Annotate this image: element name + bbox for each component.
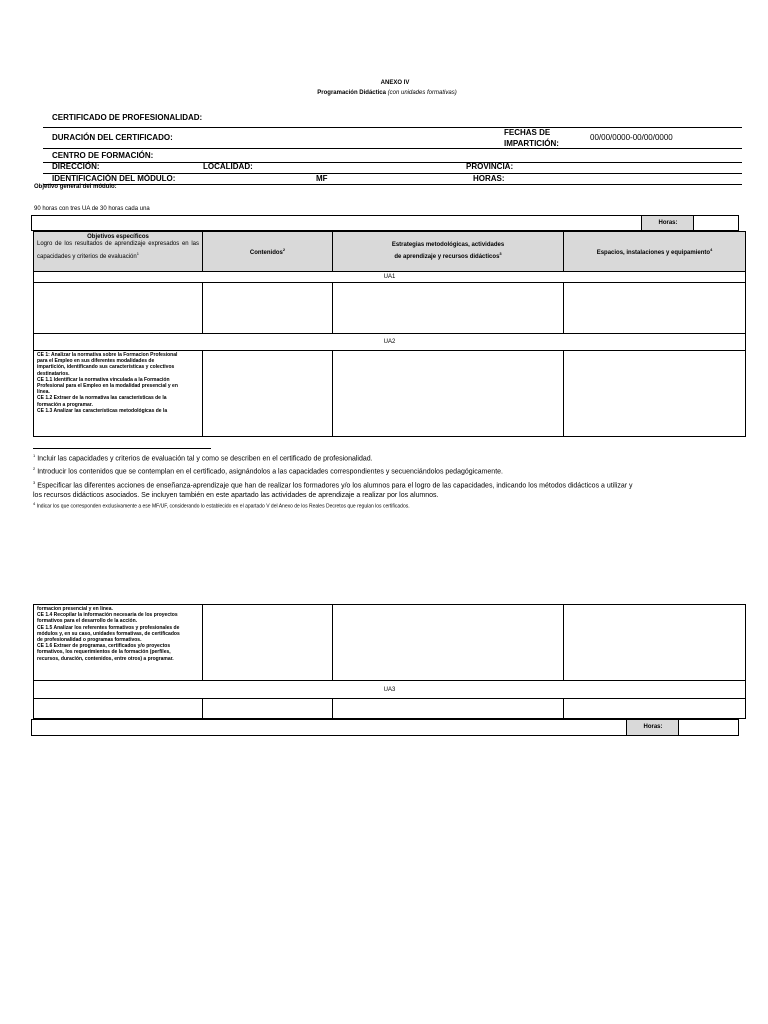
ce-line: línea. [37, 389, 50, 396]
col-objetivos-title: Objetivos específicos [87, 234, 149, 240]
ua2-label: UA2 [34, 334, 746, 351]
ce-line: CE 1.6 Extraer de programas, certificados y/o proyectos [37, 643, 171, 650]
ce-line: formación a programar. [37, 401, 93, 408]
divider [43, 184, 742, 185]
title-main: Programación Didáctica [317, 90, 386, 96]
col-estrategias-line1: Estrategias metodológicas, actividades [391, 242, 505, 248]
mf-label: MF [316, 174, 328, 183]
col-objetivos-desc [37, 240, 199, 262]
horas-row-bottom [31, 719, 739, 736]
identificacion-label: IDENTIFICACIÓN DEL MÓDULO: [52, 174, 176, 183]
footnote-2 [33, 464, 745, 477]
footnote-separator [33, 448, 211, 449]
footnote-num: 2 [33, 466, 36, 472]
ce-line: CE 1.2 Extraer de la normativa las características de la [37, 395, 167, 402]
fechas-label [504, 127, 559, 149]
ua2-row [34, 334, 746, 351]
horas-label: HORAS: [473, 174, 505, 183]
horas-cell-label: Horas: [641, 216, 694, 230]
col-estrategias-line2: de aprendizaje y recursos didácticos [394, 253, 500, 260]
footnote-num: 1 [33, 453, 36, 458]
cell-estrategias[interactable] [333, 351, 564, 437]
direccion-label: DIRECCIÓN: [52, 162, 100, 171]
footnote-ref: 1 [136, 251, 139, 256]
footnote-num: 4 [33, 501, 36, 506]
footnote-1 [33, 451, 745, 464]
col-espacios-header [564, 232, 746, 272]
divider [43, 148, 742, 149]
col-contenidos-header [203, 232, 333, 272]
col-estrategias-header [333, 232, 564, 272]
cell-espacios[interactable] [564, 605, 746, 681]
footnote-3 [33, 478, 745, 491]
table-row [34, 351, 746, 437]
ce-line: destinatarios. [37, 370, 70, 377]
cell-contenidos[interactable] [203, 605, 333, 681]
localidad-label: LOCALIDAD: [203, 162, 253, 171]
ce-line: CE 1.3 Analizar las características metodológicas de la [37, 407, 168, 414]
certificado-label: CERTIFICADO DE PROFESIONALIDAD: [52, 113, 203, 122]
table-row [34, 605, 746, 681]
cell-estrategias[interactable] [333, 283, 564, 334]
footnote-num: 3 [33, 479, 36, 485]
ua1-row [34, 272, 746, 283]
ce-line: para el Empleo en sus diferentes modalidades de [37, 358, 155, 365]
cell-objetivos-ua2[interactable] [34, 351, 203, 437]
ce-line: formacion presencial y en linea. [37, 606, 113, 612]
programacion-table-continued [33, 604, 746, 719]
footnote-text: Especificar las diferentes acciones de enseñanza-aprendizaje que han de realizar los formadores y/o los alumnos para el logro de las capacidades, indicando los métodos didácticos a utilizar y [37, 481, 633, 489]
footnote-text: Incluir las capacidades y criterios de evaluación tal y como se describen en el certificado de profesionalidad. [37, 455, 373, 463]
fechas-label-1: FECHAS DE [504, 128, 551, 137]
ce-line: recursos, duración, contenidos, entre otros) a programar. [37, 655, 174, 662]
ce-line: CE 1: Analizar la normativa sobre la Formacion Profesional [37, 352, 178, 358]
footnote-ref: 4 [710, 246, 713, 252]
title-italic: (con unidades formativas) [387, 90, 457, 96]
duracion-label: DURACIÓN DEL CERTIFICADO: [52, 133, 173, 142]
cell-objetivos[interactable] [34, 699, 203, 719]
ce-line: impartición, identificando sus características y colectivos [37, 364, 175, 371]
col-espacios-label: Espacios, instalaciones y equipamiento [596, 249, 711, 256]
cell-contenidos[interactable] [203, 699, 333, 719]
ua3-label: UA3 [34, 681, 746, 699]
horas-row-top [31, 215, 739, 231]
horas-cell-value[interactable] [678, 720, 739, 735]
horas-cell-label: Horas: [626, 720, 679, 735]
cell-estrategias[interactable] [333, 699, 564, 719]
cell-objetivos[interactable] [34, 283, 203, 334]
footnote-4 [33, 501, 745, 510]
footnote-ref: 3 [499, 250, 502, 256]
cell-contenidos[interactable] [203, 283, 333, 334]
fechas-label-2: IMPARTICIÓN: [504, 139, 559, 148]
ce-line: Profesional para el Empleo en la modalidad presencial y en [37, 383, 178, 390]
cell-estrategias[interactable] [333, 605, 564, 681]
footnote-text: Indicar los que corresponden exclusivamente a ese MF/UF, considerando lo establecido en el apartado V del Anexo de los Reales Decretos que regulan los certificados. [36, 503, 410, 510]
divider [43, 162, 742, 163]
provincia-label: PROVINCIA: [466, 162, 514, 171]
ce-line: CE 1.1 Identificar la normativa vinculada a la Formación [37, 376, 170, 383]
footnotes [33, 451, 745, 501]
objetivo-label: Objetivo general del módulo: [34, 184, 117, 190]
ce-line: formativos para el desarrollo de la acción. [37, 618, 138, 625]
cell-espacios[interactable] [564, 699, 746, 719]
programacion-table [33, 231, 746, 437]
cell-espacios[interactable] [564, 351, 746, 437]
ce-line: módulos y, en su caso, unidades formativas, de certificados [37, 630, 180, 637]
cell-objetivos-cont[interactable] [34, 605, 203, 681]
table-row [34, 283, 746, 334]
divider [43, 127, 742, 128]
ce-line: CE 1.5 Analizar los referentes formativos y profesionales de [37, 624, 180, 631]
fechas-value[interactable]: 00/00/0000-00/00/0000 [590, 133, 673, 142]
ua3-row [34, 681, 746, 699]
cell-espacios[interactable] [564, 283, 746, 334]
objetivo-text: 90 horas con tres UA de 30 horas cada una [34, 206, 150, 212]
table-header-row [34, 232, 746, 272]
table-row [34, 699, 746, 719]
ce-line: CE 1.4 Recopilar la información necesaria de los proyectos [37, 612, 178, 619]
ce-line: formativos, los requerimientos de la formación (perfiles, [37, 649, 171, 656]
cell-contenidos[interactable] [203, 351, 333, 437]
ua1-label: UA1 [34, 272, 746, 283]
annex-label: ANEXO IV [380, 80, 410, 86]
footnote-text: Introducir los contenidos que se contemplan en el certificado, asignándolos a las capacidades correspondientes y secuenciándolos pedagógicamente. [37, 468, 503, 476]
horas-cell-value[interactable] [693, 216, 739, 230]
col-objetivos-header [34, 232, 203, 272]
ce-line: de profesionalidad o programas formativos. [37, 637, 142, 644]
col-contenidos-label: Contenidos [249, 249, 283, 256]
footnote-ref: 2 [282, 246, 286, 252]
centro-label: CENTRO DE FORMACIÓN: [52, 151, 154, 160]
footnote-3-cont: los recursos didácticos asociados. Se incluyen también en este apartado las actividades de aprendizaje a realizar por los alumnos. [33, 491, 439, 499]
document-title [0, 90, 768, 96]
col-objetivos-desc-text: Logro de los resultados de aprendizaje expresados en las capacidades y criterios de evaluación [37, 241, 199, 260]
